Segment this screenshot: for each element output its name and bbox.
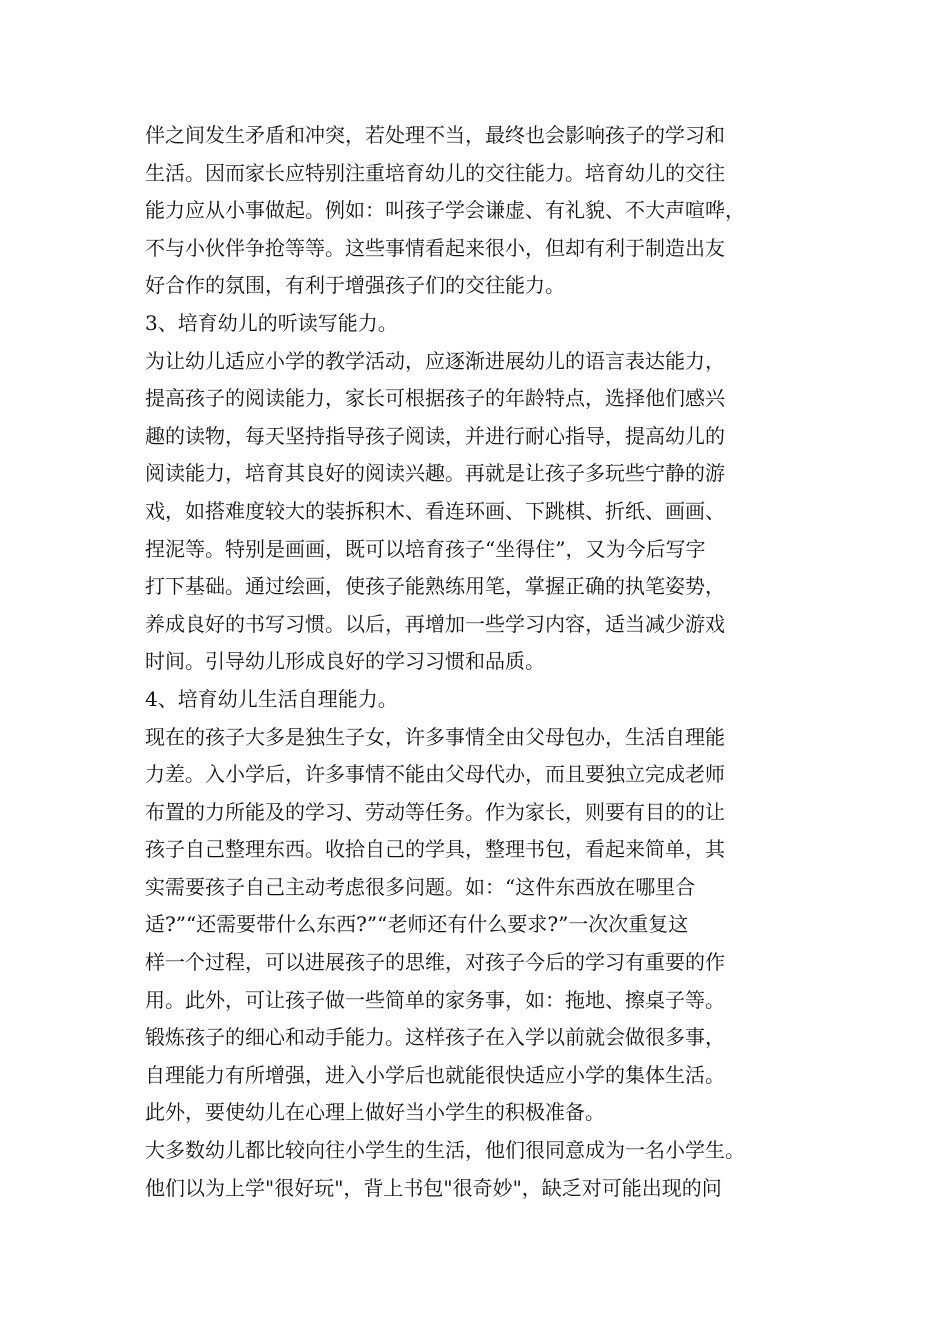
text-line: 布置的力所能及的学习、劳动等任务。作为家长，则要有目的的让 xyxy=(145,799,725,824)
text-line: 时间。引导幼儿形成良好的学习习惯和品质。 xyxy=(145,649,545,674)
text-line: 阅读能力，培育其良好的阅读兴趣。再就是让孩子多玩些宁静的游 xyxy=(145,461,725,486)
text-line: 自理能力有所增强，进入小学后也就能很快适应小学的集体生活。 xyxy=(145,1062,725,1087)
text-line: 他们以为上学"很好玩"，背上书包"很奇妙"，缺乏对可能出现的问 xyxy=(145,1175,722,1200)
text-line: 打下基础。通过绘画，使孩子能熟练用笔，掌握正确的执笔姿势， xyxy=(145,574,725,599)
text-line: 好合作的氛围，有利于增强孩子们的交往能力。 xyxy=(145,273,565,298)
text-line: 为让幼儿适应小学的教学活动，应逐渐进展幼儿的语言表达能力， xyxy=(145,348,725,373)
text-line: 趣的读物，每天坚持指导孩子阅读，并进行耐心指导，提高幼儿的 xyxy=(145,423,725,448)
text-line: 适?”“还需要带什么东西?”“老师还有什么要求?”一次次重复这 xyxy=(145,912,689,937)
text-line: 用。此外，可让孩子做一些简单的家务事，如：拖地、擦桌子等。 xyxy=(145,987,725,1012)
section-heading: 3、培育幼儿的听读写能力。 xyxy=(145,310,398,335)
body-text xyxy=(145,117,835,1207)
text-line: 不与小伙伴争抢等等。这些事情看起来很小，但却有利于制造出友 xyxy=(145,235,725,260)
text-line: 此外，要使幼儿在心理上做好当小学生的积极准备。 xyxy=(145,1100,605,1125)
text-line: 锻炼孩子的细心和动手能力。这样孩子在入学以前就会做很多事， xyxy=(145,1025,725,1050)
text-line: 提高孩子的阅读能力，家长可根据孩子的年龄特点，选择他们感兴 xyxy=(145,386,725,411)
text-line: 现在的孩子大多是独生子女，许多事情全由父母包办，生活自理能 xyxy=(145,724,725,749)
text-line: 大多数幼儿都比较向往小学生的生活，他们很同意成为一名小学生。 xyxy=(145,1138,745,1163)
text-line: 能力应从小事做起。例如：叫孩子学会谦虚、有礼貌、不大声喧哗， xyxy=(145,198,745,223)
text-line: 力差。入小学后，许多事情不能由父母代办，而且要独立完成老师 xyxy=(145,762,725,787)
section-heading: 4、培育幼儿生活自理能力。 xyxy=(145,686,398,711)
text-line: 伴之间发生矛盾和冲突，若处理不当，最终也会影响孩子的学习和 xyxy=(145,123,725,147)
text-line: 实需要孩子自己主动考虑很多问题。如：“这件东西放在哪里合 xyxy=(145,874,696,899)
text-line: 样一个过程，可以进展孩子的思维，对孩子今后的学习有重要的作 xyxy=(145,950,725,975)
text-line: 戏，如搭难度较大的装拆积木、看连环画、下跳棋、折纸、画画、 xyxy=(145,498,725,523)
text-line: 孩子自己整理东西。收拾自己的学具，整理书包，看起来简单，其 xyxy=(145,837,725,862)
text-line: 捏泥等。特别是画画，既可以培育孩子“坐得住”，又为今后写字 xyxy=(145,536,706,561)
text-line: 生活。因而家长应特别注重培育幼儿的交往能力。培育幼儿的交往 xyxy=(145,160,725,185)
text-line: 养成良好的书写习惯。以后，再增加一些学习内容，适当减少游戏 xyxy=(145,611,725,636)
